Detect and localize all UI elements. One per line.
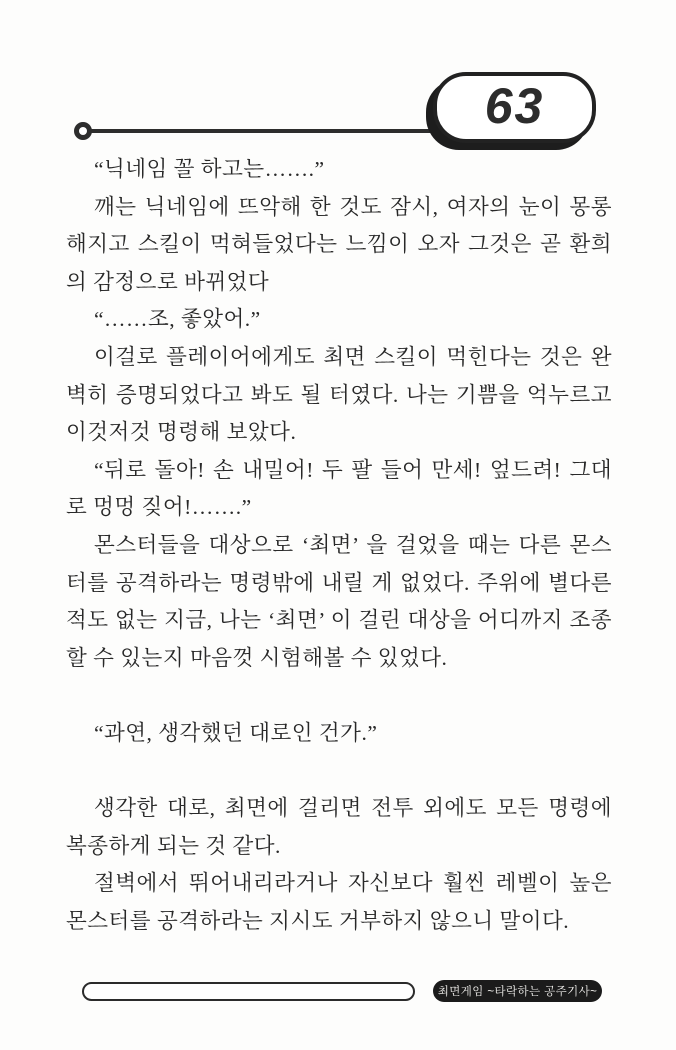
page-number: 63 <box>484 77 545 134</box>
narration-paragraph: 몬스터들을 대상으로 ‘최면’ 을 걸었을 때는 다른 몬스터를 공격하라는 명령밖에 내릴 게 없었다. 주위에 별다른 적도 없는 지금, 나는 ‘최면’ 이 걸린 대상을 어디까지 조종할 수 있는지 마음껏 시험해볼 수 있었다. <box>66 532 612 670</box>
dialogue-paragraph: “뒤로 돌아! 손 내밀어! 두 팔 들어 만세! 엎드려! 그대로 멍멍 짖어!…….” <box>66 457 612 520</box>
series-title-badge <box>433 980 602 1002</box>
header-rule <box>88 129 444 133</box>
page-number-badge <box>433 72 596 143</box>
dialogue-paragraph: “과연, 생각했던 대로인 건가.” <box>93 720 378 745</box>
dialogue-paragraph: “닉네임 꼴 하고는…….” <box>93 157 325 181</box>
narration-paragraph: 절벽에서 뛰어내리라거나 자신보다 훨씬 레벨이 높은 몬스터를 공격하라는 지시도 거부하지 않으니 말이다. <box>66 871 612 933</box>
footer-rule-pill <box>82 982 415 1001</box>
narration-paragraph: 깨는 닉네임에 뜨악해 한 것도 잠시, 여자의 눈이 몽롱해지고 스킬이 먹혀들었다는 느낌이 오자 그것은 곧 환희의 감정으로 바뀌었다 <box>66 194 612 294</box>
narration-paragraph: 이걸로 플레이어에게도 최면 스킬이 먹힌다는 것은 완벽히 증명되었다고 봐도 될 터였다. 나는 기쁨을 억누르고 이것저것 명령해 보았다. <box>66 344 612 445</box>
series-title: 최면게임 ~타락하는 공주기사~ <box>437 986 598 998</box>
narration-paragraph: 생각한 대로, 최면에 걸리면 전투 외에도 모든 명령에 복종하게 되는 것 같다. <box>66 796 612 858</box>
page-body <box>66 151 612 940</box>
dialogue-paragraph: “……조, 좋았어.” <box>93 307 261 332</box>
